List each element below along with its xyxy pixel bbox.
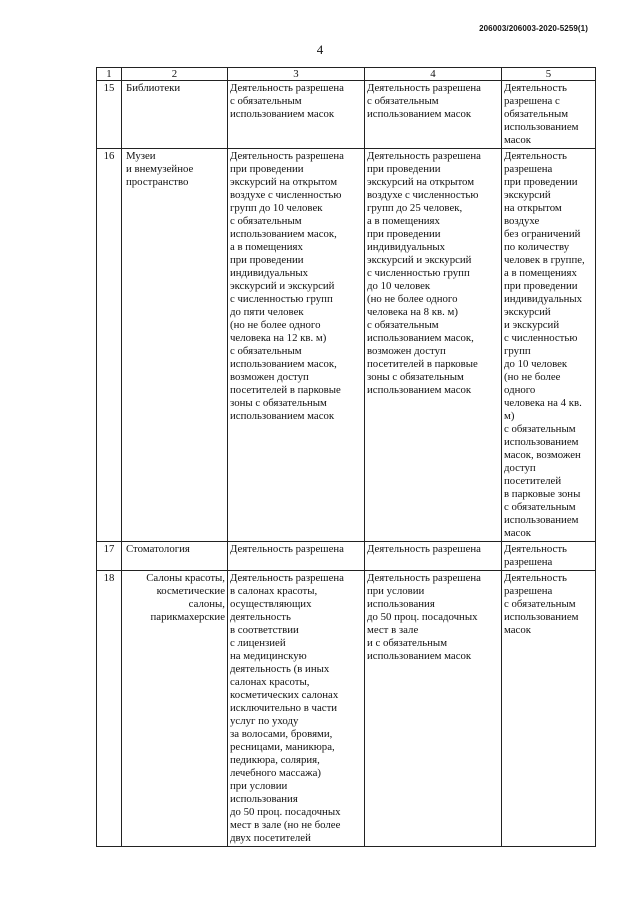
row-number: 18 [97,571,122,847]
column-header: 4 [365,68,502,81]
level-4-cell: Деятельность разрешена с обязательным использованием масок [365,81,502,149]
column-header: 3 [228,68,365,81]
level-3-cell: Деятельность разрешена в салонах красоты, осуществляющих деятельность в соответствии с лицензией на медицинскую деятельность (в иных салонах красоты, косметических салонах исключительно в части услуг по уходу за волосами, бровями, ресницами, маникюра, педикюра, солярия, лечебного массажа) при условии использования до 50 проц. посадочных мест в зале (но не более двух посетителей [228,571,365,847]
level-4-cell: Деятельность разрешена [365,542,502,571]
page-number: 4 [316,42,324,57]
level-3-cell: Деятельность разрешена при проведении экскурсий на открытом воздухе с численностью групп до 10 человек с обязательным использованием масок, а в помещениях при проведении индивидуальных экскурсий и экскурсий с численностью групп до пяти человек (но не более одного человека на 12 кв. м) с обязательным использованием масок, возможен доступ посетителей в парковые зоны с обязательным использованием масок [228,149,365,542]
column-header: 2 [122,68,228,81]
level-4-cell: Деятельность разрешена при условии использования до 50 проц. посадочных мест в зале и с обязательным использованием масок [365,571,502,847]
table-header-row [97,68,596,81]
document-code: 206003/206003-2020-5259(1) [479,24,588,33]
activity-name: Салоны красоты, косметические салоны, парикмахерские [122,571,228,847]
activity-name: Библиотеки [122,81,228,149]
row-number: 16 [97,149,122,542]
column-header: 1 [97,68,122,81]
level-5-cell: Деятельность разрешена при проведении экскурсий на открытом воздухе без ограничений по количеству человек в группе, а в помещениях при проведении индивидуальных экскурсий и экскурсий с численностью групп до 10 человек (но не более одного человека на 4 кв. м) с обязательным использованием масок, возможен доступ посетителей в парковые зоны с обязательным использованием масок [502,149,596,542]
row-number: 17 [97,542,122,571]
table-row [97,542,596,571]
level-3-cell: Деятельность разрешена с обязательным использованием масок [228,81,365,149]
table-row [97,81,596,149]
level-5-cell: Деятельность разрешена с обязательным использованием масок [502,571,596,847]
table-row [97,571,596,847]
row-number: 15 [97,81,122,149]
activity-name: Стоматология [122,542,228,571]
level-5-cell: Деятельность разрешена [502,542,596,571]
level-5-cell: Деятельность разрешена с обязательным использованием масок [502,81,596,149]
level-3-cell: Деятельность разрешена [228,542,365,571]
table-row [97,149,596,542]
activity-name: Музеи и внемузейное пространство [122,149,228,542]
regulation-table [96,67,596,847]
level-4-cell: Деятельность разрешена при проведении экскурсий на открытом воздухе с численностью групп до 25 человек, а в помещениях при проведении индивидуальных экскурсий и экскурсий с численностью групп до 10 человек (но не более одного человека на 8 кв. м) с обязательным использованием масок, возможен доступ посетителей в парковые зоны с обязательным использованием масок [365,149,502,542]
column-header: 5 [502,68,596,81]
